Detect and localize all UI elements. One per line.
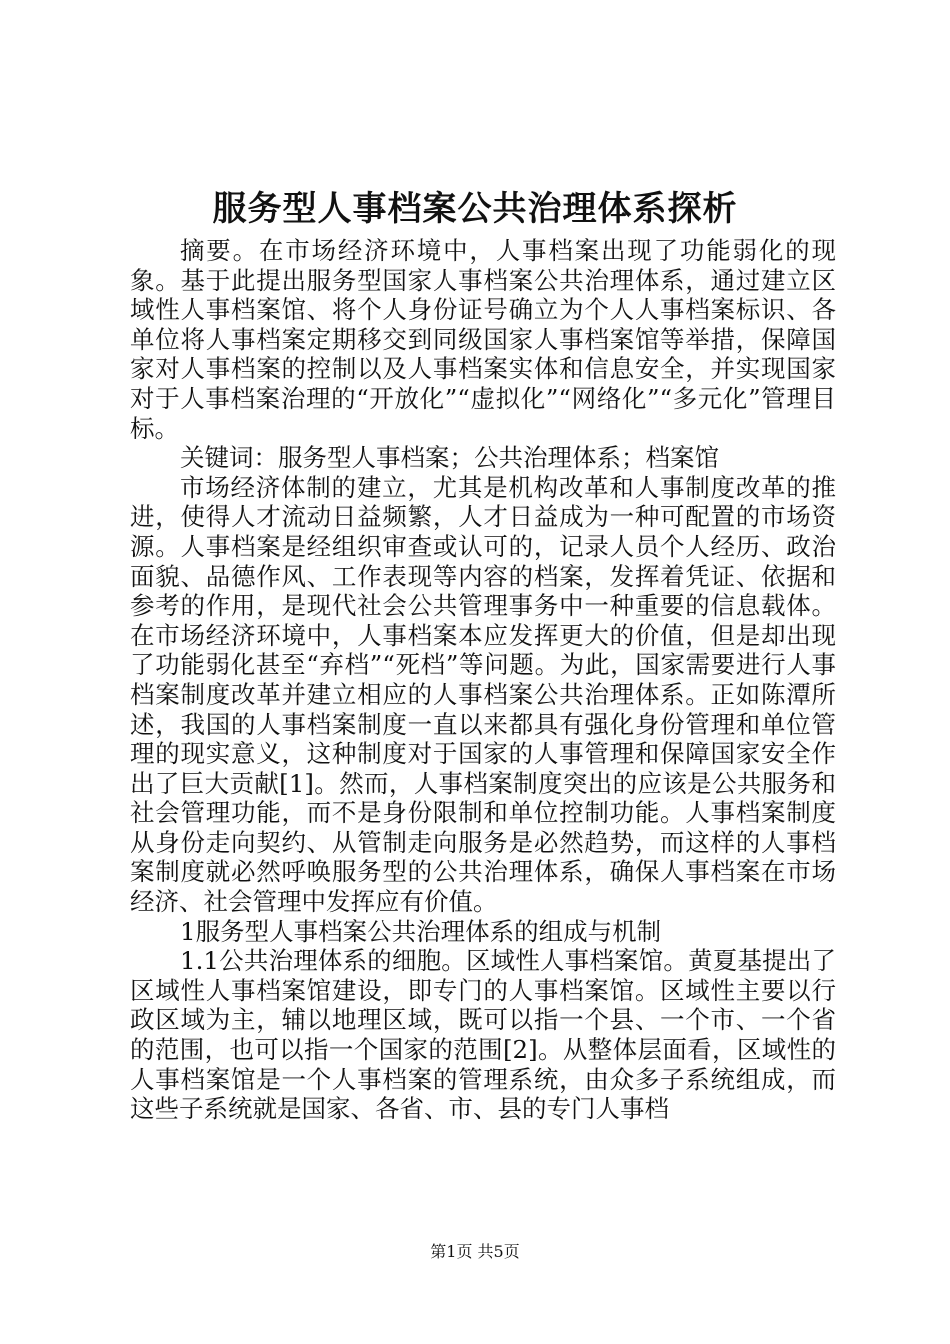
section-heading: 1服务型人事档案公共治理体系的组成与机制 <box>180 916 662 946</box>
subsection-paragraph: 1.1公共治理体系的细胞。区域性人事档案馆。黄夏基提出了区域性人事档案馆建设，即专门的人事档案馆。区域性主要以行政区域为主，辅以地理区域，既可以指一个县、一个市、一个省的范围，也可以指一个国家的范围[2]。从整体层面看，区域性的人事档案馆是一个人事档案的管理系统，由众多子系统组成，而这些子系统就是国家、各省、市、县的专门人事档 <box>130 946 836 1124</box>
keywords-paragraph: 关键词：服务型人事档案；公共治理体系；档案馆 <box>180 443 719 473</box>
abstract-paragraph: 摘要。在市场经济环境中，人事档案出现了功能弱化的现象。基于此提出服务型国家人事档案公共治理体系，通过建立区域性人事档案馆、将个人身份证号确立为个人人事档案标识、各单位将人事档案定期移交到同级国家人事档案馆等举措，保障国家对人事档案的控制以及人事档案实体和信息安全，并实现国家对于人事档案治理的“开放化”“虚拟化”“网络化”“多元化”管理目标。 <box>130 236 836 443</box>
document-title: 服务型人事档案公共治理体系探析 <box>212 189 738 229</box>
introduction-paragraph: 市场经济体制的建立，尤其是机构改革和人事制度改革的推进，使得人才流动日益频繁，人才日益成为一种可配置的市场资源。人事档案是经组织审查或认可的，记录人员个人经历、政治面貌、品德作风、工作表现等内容的档案，发挥着凭证、依据和参考的作用，是现代社会公共管理事务中一种重要的信息载体。在市场经济环境中，人事档案本应发挥更大的价值，但是却出现了功能弱化甚至“弃档”“死档”等问题。为此，国家需要进行人事档案制度改革并建立相应的人事档案公共治理体系。正如陈潭所述，我国的人事档案制度一直以来都具有强化身份管理和单位管理的现实意义，这种制度对于国家的人事管理和保障国家安全作出了巨大贡献[1]。然而，人事档案制度突出的应该是公共服务和社会管理功能，而不是身份限制和单位控制功能。人事档案制度从身份走向契约、从管制走向服务是必然趋势，而这样的人事档案制度就必然呼唤服务型的公共治理体系，确保人事档案在市场经济、社会管理中发挥应有价值。 <box>130 472 836 917</box>
page-footer: 第1页 共5页 <box>430 1242 520 1261</box>
document-body <box>130 236 836 1124</box>
